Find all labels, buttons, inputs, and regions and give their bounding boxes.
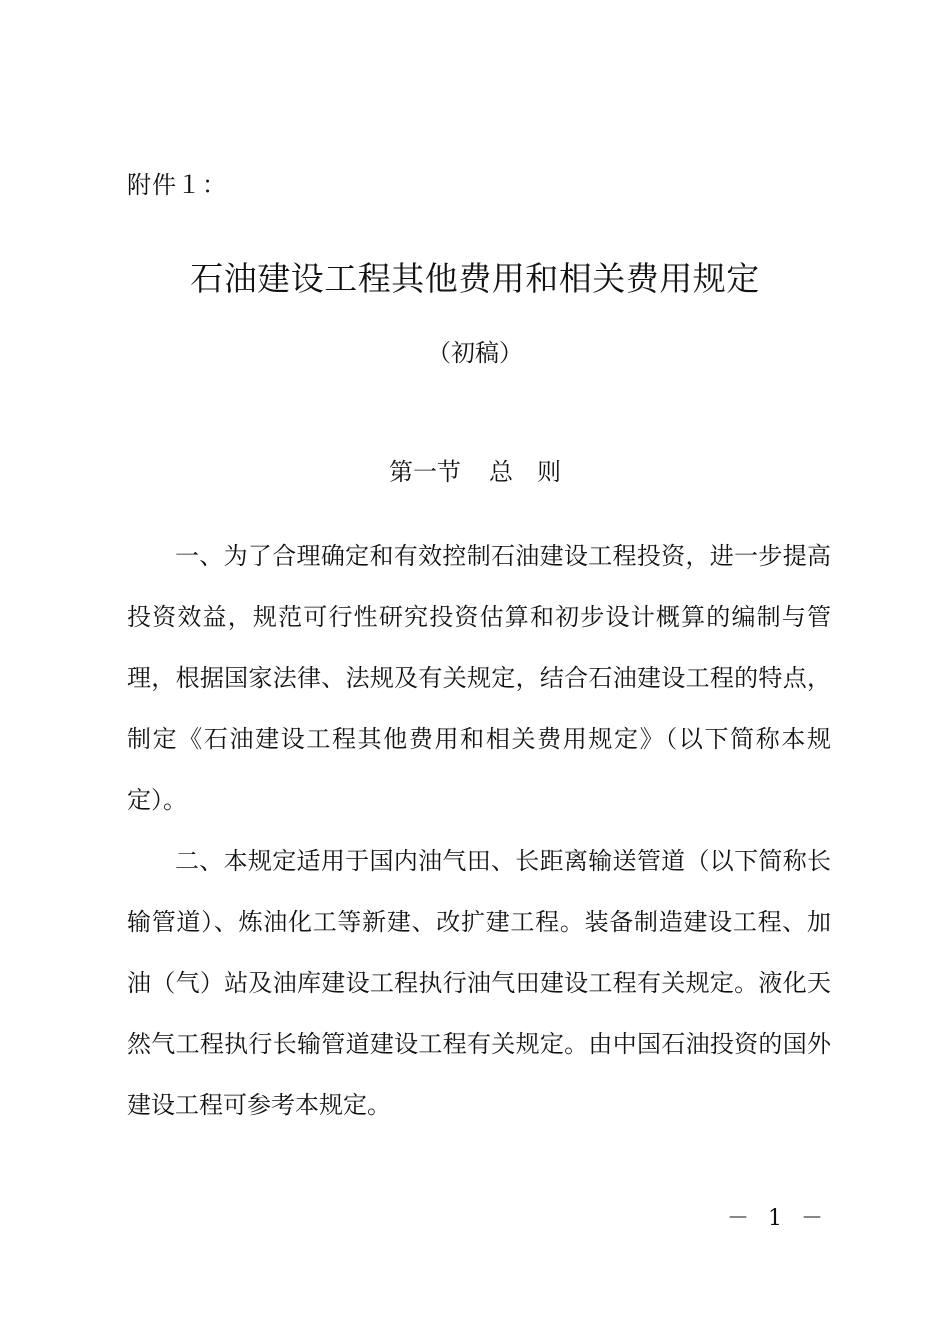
paragraph-2: 二、本规定适用于国内油气田、长距离输送管道（以下简称长输管道）、炼油化工等新建、改扩建工程。装备制造建设工程、加油（气）站及油库建设工程执行油气田建设工程有关规定。液化天然气工程执行长输管道建设工程有关规定。由中国石油投资的国外建设工程可参考本规定。 <box>127 847 831 1119</box>
body-text <box>127 526 831 1136</box>
section-name: 总 则 <box>489 458 561 486</box>
section-number: 第一节 <box>389 458 461 486</box>
page-number: － 1 － <box>727 1206 829 1231</box>
section-heading <box>0 455 950 489</box>
document-subtitle: （初稿） <box>427 339 523 367</box>
attachment-label: 附件１： <box>127 171 227 199</box>
document-title: 石油建设工程其他费用和相关费用规定 <box>190 259 760 298</box>
paragraph-1: 一、为了合理确定和有效控制石油建设工程投资，进一步提高投资效益，规范可行性研究投资估算和初步设计概算的编制与管理，根据国家法律、法规及有关规定，结合石油建设工程的特点，制定《石油建设工程其他费用和相关费用规定》（以下简称本规定）。 <box>127 542 831 814</box>
